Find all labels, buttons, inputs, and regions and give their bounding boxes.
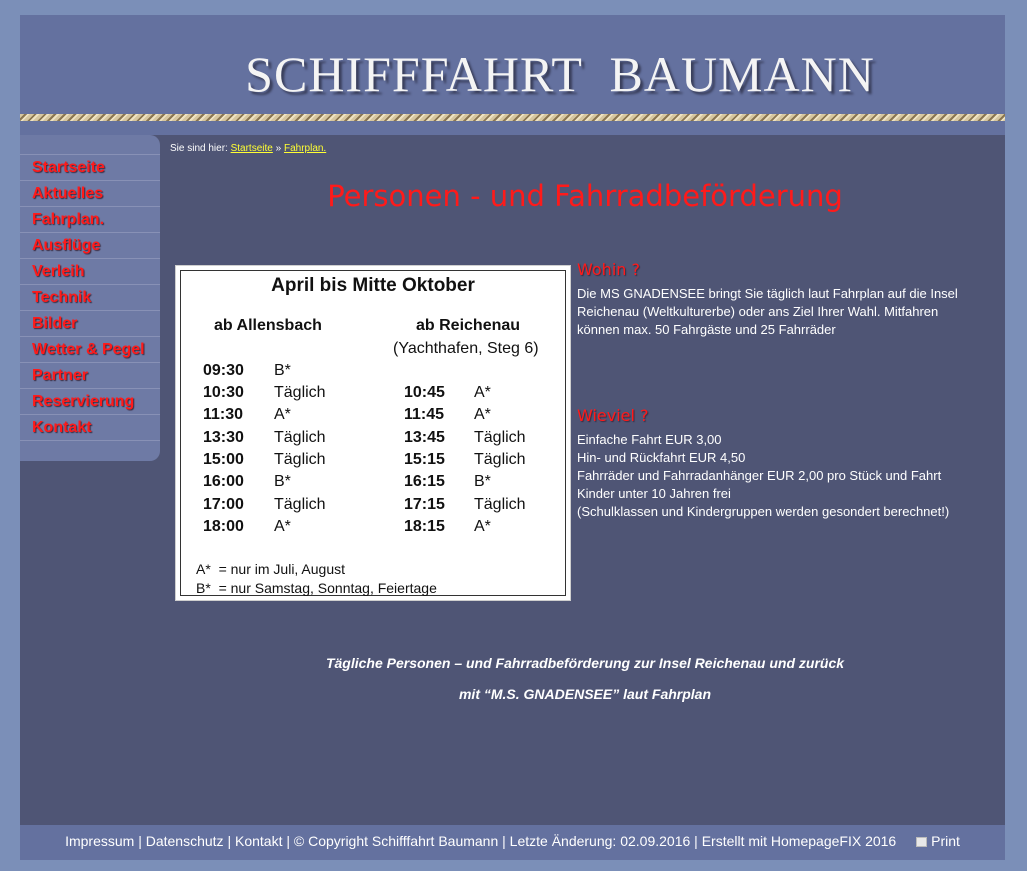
timetable-frame (180, 270, 566, 596)
timetable-legend-b: B* = nur Samstag, Sonntag, Feiertage (196, 580, 437, 596)
timetable-time: 13:45 (404, 429, 445, 446)
timetable-note: A* (474, 384, 491, 401)
tagline-line-2: mit “M.S. GNADENSEE” laut Fahrplan (458, 686, 712, 702)
footer-separator: | (502, 833, 506, 849)
price-line: Hin- und Rückfahrt EUR 4,50 (577, 450, 746, 465)
price-line: (Schulklassen und Kindergruppen werden gesondert berechnet!) (577, 504, 950, 519)
footer-kontakt-link[interactable]: Kontakt (234, 833, 283, 849)
sidebar-item-aktuelles[interactable]: Aktuelles (20, 181, 160, 207)
timetable-time: 10:45 (404, 384, 445, 401)
sidebar-nav (20, 135, 160, 461)
sidebar-item-technik[interactable]: Technik (20, 285, 160, 311)
timetable-time: 10:30 (203, 384, 244, 401)
wohin-line: Die MS GNADENSEE bringt Sie täglich laut Fahrplan auf die Insel (577, 286, 958, 301)
sidebar-item-verleih[interactable]: Verleih (20, 259, 160, 285)
wohin-heading: Wohin ? (577, 260, 640, 279)
timetable-col-left-header: ab Allensbach (214, 317, 322, 334)
rope-divider (20, 114, 1005, 121)
timetable-note: Täglich (474, 451, 526, 468)
timetable-note: B* (274, 362, 291, 379)
timetable-note: Täglich (474, 429, 526, 446)
timetable-time: 09:30 (203, 362, 244, 379)
footer-homepagefix-link[interactable]: Erstellt mit HomepageFIX 2016 (701, 833, 897, 849)
timetable-col-right-header: ab Reichenau (416, 317, 521, 334)
timetable-time: 16:15 (404, 473, 445, 490)
sidebar-item-ausfluege[interactable]: Ausflüge (20, 233, 160, 259)
footer-separator: | (138, 833, 142, 849)
footer-separator: | (286, 833, 290, 849)
tagline-line-1: Tägliche Personen – und Fahrradbeförderung zur Insel Reichenau und zurück (325, 655, 845, 671)
sidebar-item-wetter-pegel[interactable]: Wetter & Pegel (20, 337, 160, 363)
footer-print-link[interactable]: Print (931, 833, 960, 849)
timetable-note: A* (274, 406, 291, 423)
wohin-line: Reichenau (Weltkulturerbe) oder ans Ziel Ihrer Wahl. Mitfahren (577, 304, 939, 319)
timetable-time: 15:00 (203, 451, 244, 468)
timetable-note: A* (474, 518, 491, 535)
printer-icon[interactable] (916, 837, 927, 847)
wohin-text (577, 285, 977, 339)
timetable-time: 11:30 (203, 406, 244, 423)
footer-separator: | (694, 833, 698, 849)
breadcrumb-current-link[interactable]: Fahrplan. (283, 143, 327, 154)
timetable-note: B* (474, 473, 491, 490)
wohin-line: können max. 50 Fahrgäste und 25 Fahrräder (577, 322, 836, 337)
footer-last-change: Letzte Änderung: 02.09.2016 (509, 833, 691, 849)
timetable-time: 16:00 (203, 473, 244, 490)
wieviel-text (577, 431, 977, 521)
timetable-time: 15:15 (404, 451, 445, 468)
timetable-note: A* (474, 406, 491, 423)
footer-impressum-link[interactable]: Impressum (65, 833, 135, 849)
breadcrumb-home-link[interactable]: Startseite (230, 143, 273, 154)
footer-datenschutz-link[interactable]: Datenschutz (145, 833, 224, 849)
timetable-col-right-sub: (Yachthafen, Steg 6) (393, 340, 539, 357)
timetable-note: Täglich (474, 496, 526, 513)
timetable-legend-a: A* = nur im Juli, August (196, 561, 346, 577)
timetable-image (175, 265, 571, 601)
timetable-note: B* (274, 473, 291, 490)
timetable-time: 13:30 (203, 429, 244, 446)
timetable-time: 17:15 (404, 496, 445, 513)
timetable-note: Täglich (274, 451, 326, 468)
price-line: Fahrräder und Fahrradanhänger EUR 2,00 pro Stück und Fahrt (577, 468, 942, 483)
timetable-time: 18:15 (404, 518, 445, 535)
sidebar-item-startseite[interactable]: Startseite (20, 155, 160, 181)
breadcrumb-prefix: Sie sind hier: (170, 143, 228, 154)
sidebar-item-fahrplan[interactable]: Fahrplan. (20, 207, 160, 233)
timetable-note: Täglich (274, 429, 326, 446)
timetable-note: Täglich (274, 496, 326, 513)
timetable-note: Täglich (274, 384, 326, 401)
timetable-time: 11:45 (404, 406, 445, 423)
site-title: SCHIFFFAHRT BAUMANN (245, 46, 875, 102)
page-container (20, 15, 1005, 860)
sidebar-item-bilder[interactable]: Bilder (20, 311, 160, 337)
sidebar-item-reservierung[interactable]: Reservierung (20, 389, 160, 415)
wieviel-heading: Wieviel ? (577, 406, 649, 425)
breadcrumb (170, 143, 326, 154)
footer-copyright: © Copyright Schifffahrt Baumann (293, 833, 499, 849)
footer-separator: | (227, 833, 232, 849)
page-title: Personen - und Fahrradbeförderung (327, 179, 843, 213)
sidebar-item-kontakt[interactable]: Kontakt (20, 415, 160, 441)
site-header (20, 15, 1005, 115)
price-line: Einfache Fahrt EUR 3,00 (577, 432, 722, 447)
timetable-time: 18:00 (203, 518, 244, 535)
timetable-time: 17:00 (203, 496, 244, 513)
breadcrumb-separator: » (275, 143, 282, 154)
footer (20, 825, 1005, 860)
price-line: Kinder unter 10 Jahren frei (577, 486, 731, 501)
header-strip (20, 121, 1005, 135)
timetable-note: A* (274, 518, 291, 535)
sidebar-item-partner[interactable]: Partner (20, 363, 160, 389)
timetable-title: April bis Mitte Oktober (271, 275, 475, 296)
